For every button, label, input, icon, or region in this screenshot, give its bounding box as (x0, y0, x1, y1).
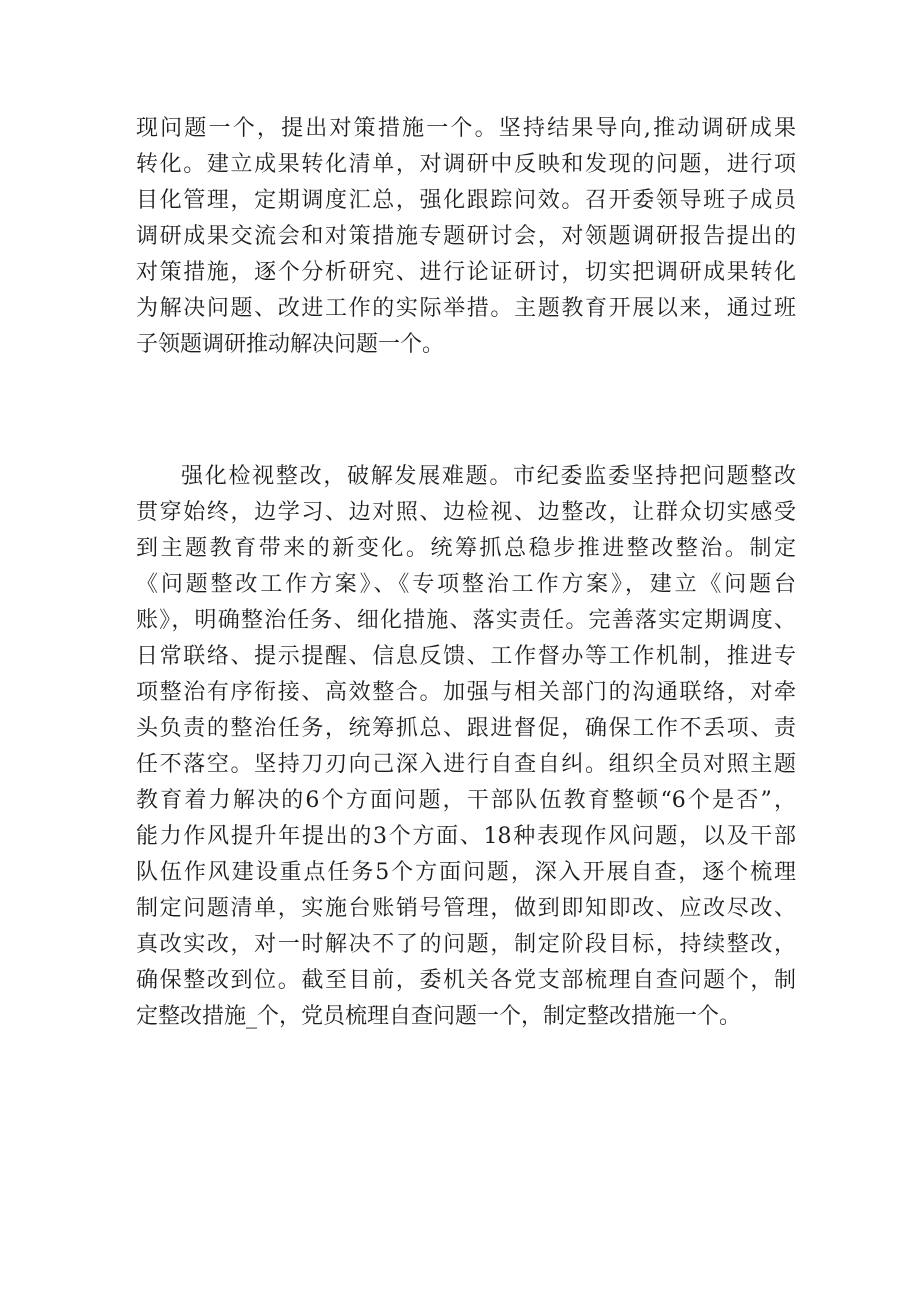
text-line: 转化。建立成果转化清单，对调研中反映和发现的问题，进行项 (136, 152, 796, 177)
text-line: 调研成果交流会和对策措施专题研讨会，对领题调研报告提出的 (136, 224, 796, 249)
text-line: 真改实改，对一时解决不了的问题，制定阶段目标，持续整改， (136, 932, 796, 957)
text-line: 日常联络、提示提醒、信息反馈、工作督办等工作机制，推进专 (136, 644, 796, 669)
text-line: 《问题整改工作方案》、《专项整治工作方案》，建立《问题台 (136, 572, 796, 597)
text-line: 定整改措施_个，党员梳理自查问题一个，制定整改措施一个。 (136, 1004, 742, 1029)
text-line: 现问题一个，提出对策措施一个。坚持结果导向,推动调研成果 (136, 116, 796, 141)
text-line: 子领题调研推动解决问题一个。 (136, 332, 445, 357)
text-line: 教育着力解决的6个方面问题，干部队伍教育整顿“6个是否”， (136, 788, 796, 813)
text-line: 到主题教育带来的新变化。统筹抓总稳步推进整改整治。制定 (136, 536, 796, 561)
paragraph-rectification (136, 459, 796, 1035)
text-line: 头负责的整治任务，统筹抓总、跟进督促，确保工作不丢项、责 (136, 716, 796, 741)
text-line: 制定问题清单，实施台账销号管理，做到即知即改、应改尽改、 (136, 896, 796, 921)
text-line: 强化检视整改，破解发展难题。市纪委监委坚持把问题整改 (181, 464, 796, 489)
text-line: 账》，明确整治任务、细化措施、落实责任。完善落实定期调度、 (136, 608, 796, 633)
text-line: 项整治有序衔接、高效整合。加强与相关部门的沟通联络，对牵 (136, 680, 796, 705)
text-line: 对策措施，逐个分析研究、进行论证研讨，切实把调研成果转化 (136, 260, 796, 285)
text-line: 贯穿始终，边学习、边对照、边检视、边整改，让群众切实感受 (136, 500, 796, 525)
text-line: 能力作风提升年提出的3个方面、18种表现作风问题，以及干部 (136, 824, 796, 849)
text-line: 队伍作风建设重点任务5个方面问题，深入开展自查，逐个梳理 (136, 860, 796, 885)
text-line: 任不落空。坚持刀刃向己深入进行自查自纠。组织全员对照主题 (136, 752, 796, 777)
text-line: 为解决问题、改进工作的实际举措。主题教育开展以来，通过班 (136, 296, 796, 321)
paragraph-research-results (136, 111, 796, 363)
text-line: 目化管理，定期调度汇总，强化跟踪问效。召开委领导班子成员 (136, 188, 796, 213)
text-line: 确保整改到位。截至目前，委机关各党支部梳理自查问题个，制 (136, 968, 796, 993)
